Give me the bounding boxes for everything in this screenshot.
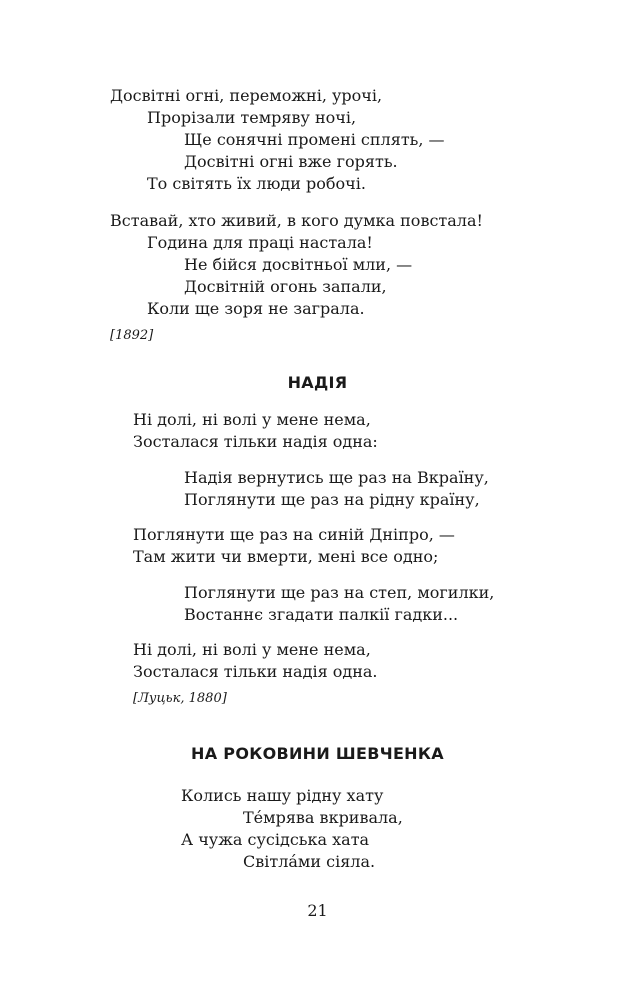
- verse-line: Ні долі, ні волі у мене нема,: [133, 640, 371, 659]
- verse-line: Колись нашу рідну хату: [181, 786, 384, 805]
- poem-date: [1892]: [110, 328, 154, 343]
- verse-line: А чужа сусідська хата: [181, 830, 370, 849]
- verse-line: Світла́ми сіяла.: [243, 852, 376, 871]
- poem-title: НАДІЯ: [287, 373, 348, 392]
- verse-line: Прорізали темряву ночі,: [147, 108, 357, 127]
- poem-title: НА РОКОВИНИ ШЕВЧЕНКА: [191, 744, 444, 763]
- verse-line: То світять їх люди робочі.: [147, 174, 366, 193]
- verse-line: Ні долі, ні волі у мене нема,: [133, 410, 371, 429]
- verse-line: Поглянути ще раз на степ, могилки,: [184, 583, 495, 602]
- verse-line: Там жити чи вмерти, мені все одно;: [133, 547, 439, 566]
- verse-line: Вставай, хто живий, в кого думка повстала!: [110, 211, 483, 230]
- verse-line: Досвітні огні, переможні, урочі,: [110, 86, 383, 105]
- verse-line: Досвітній огонь запали,: [184, 277, 387, 296]
- verse-line: Поглянути ще раз на рідну країну,: [184, 490, 480, 509]
- verse-line: Востаннє згадати палкії гадки...: [184, 605, 459, 624]
- verse-line: Не бійся досвітньої мли, —: [184, 255, 413, 274]
- verse-line: Зосталася тільки надія одна.: [133, 662, 378, 681]
- page-number: 21: [307, 901, 328, 920]
- verse-line: Зосталася тільки надія одна:: [133, 432, 378, 451]
- verse-line: Поглянути ще раз на синій Дніпро, —: [133, 525, 455, 544]
- verse-line: Ще сонячні промені сплять, —: [184, 130, 445, 149]
- verse-line: Досвітні огні вже горять.: [184, 152, 398, 171]
- poem-date: [Луцьк, 1880]: [133, 691, 227, 706]
- verse-line: Те́мрява вкривала,: [243, 808, 403, 827]
- verse-line: Надія вернутись ще раз на Вкраїну,: [184, 468, 489, 487]
- verse-line: Година для праці настала!: [147, 233, 373, 252]
- verse-line: Коли ще зоря не заграла.: [147, 299, 365, 318]
